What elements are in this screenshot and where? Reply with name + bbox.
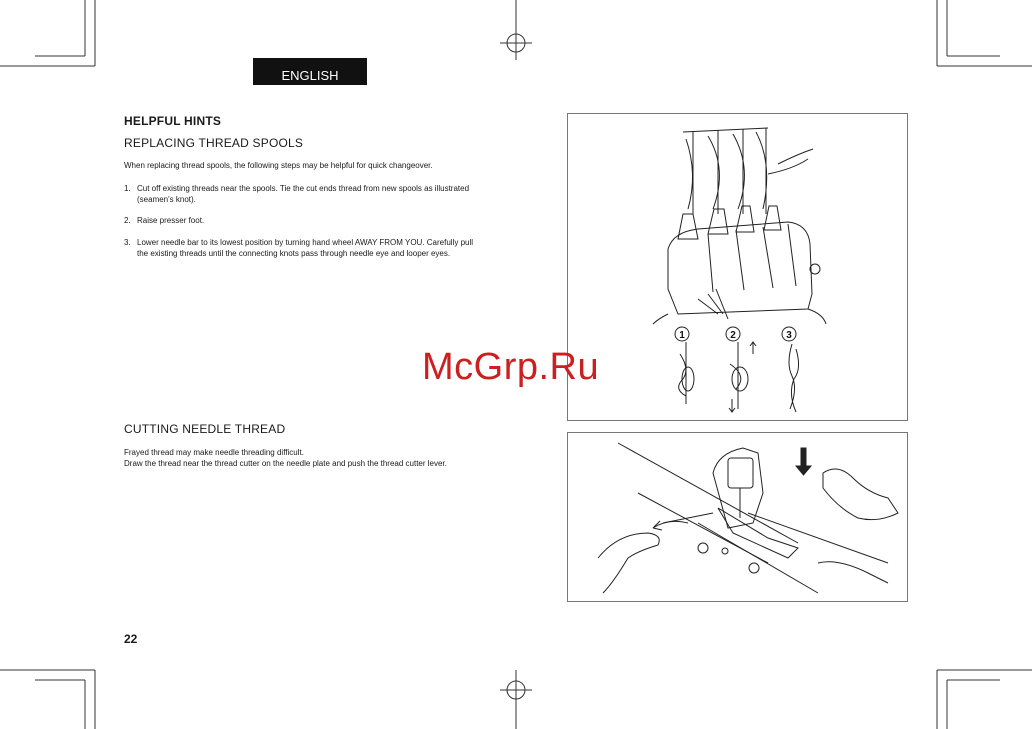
language-tab: ENGLISH	[253, 58, 367, 85]
serger-spools-figure	[567, 113, 908, 421]
step-number: 2.	[124, 216, 131, 225]
step-text-line: the existing threads until the connecting knots pass through needle eye and looper eyes.	[137, 249, 451, 258]
step-label-3: 3	[786, 330, 792, 341]
cutting-text-line-2: Draw the thread near the thread cutter on the needle plate and push the thread cutter lever.	[124, 459, 447, 468]
step-label-2: 2	[730, 330, 736, 341]
step-text-line: (seamen's knot).	[137, 195, 196, 204]
serger-illustration	[568, 114, 907, 420]
step-2	[124, 215, 514, 226]
step-number: 1.	[124, 184, 131, 193]
step-label-1: 1	[679, 330, 685, 341]
step-3	[124, 237, 514, 259]
step-text-line: Raise presser foot.	[137, 216, 205, 225]
step-1	[124, 183, 514, 205]
thread-cutter-illustration	[568, 433, 907, 601]
cutting-thread-heading: CUTTING NEEDLE THREAD	[124, 422, 286, 436]
step-number: 3.	[124, 238, 131, 247]
hints-intro: When replacing thread spools, the following steps may be helpful for quick changeover.	[124, 161, 433, 170]
page-number: 22	[124, 632, 138, 646]
step-text-line: Lower needle bar to its lowest position by turning hand wheel AWAY FROM YOU. Carefully pull	[137, 238, 474, 247]
cutting-text-line-1: Frayed thread may make needle threading difficult.	[124, 448, 304, 457]
replacing-spools-heading: REPLACING THREAD SPOOLS	[124, 136, 304, 150]
watermark: McGrp.Ru	[422, 346, 600, 388]
step-text-line: Cut off existing threads near the spools. Tie the cut ends thread from new spools as illustrated	[137, 184, 470, 193]
helpful-hints-heading: HELPFUL HINTS	[124, 114, 222, 128]
thread-cutter-figure	[567, 432, 908, 602]
